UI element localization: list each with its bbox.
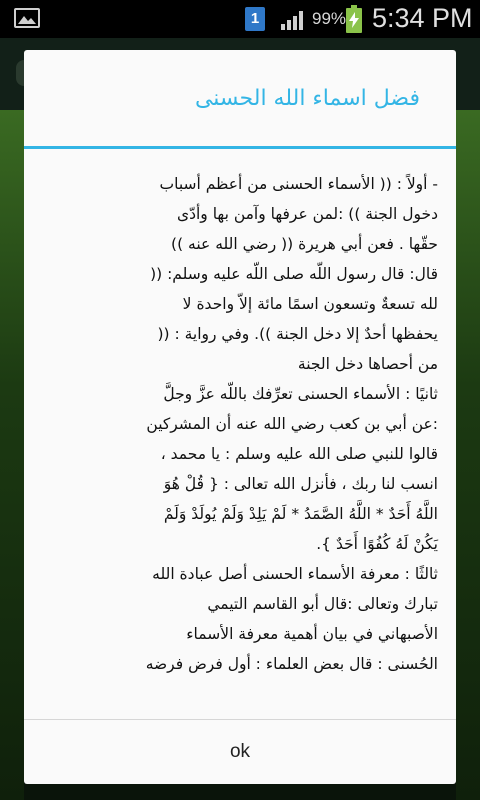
message-line: دخول الجنة )) :لمن عرفها وآمن بها وأدّى — [176, 205, 438, 223]
message-line: الحُسنى : قال بعض العلماء : أول فرض فرضه — [145, 655, 438, 673]
dialog-message-scroll[interactable] — [24, 149, 456, 719]
notification-badge-icon: 1 — [245, 7, 265, 31]
message-line: تبارك وتعالى :قال أبو القاسم التيمي — [207, 595, 438, 613]
background-image-edge-right — [456, 110, 480, 800]
message-line: يحفظها أحدٌ إلا دخل الجنة )). وفي رواية : (( — [157, 325, 438, 343]
message-line: الأصبهاني في بيان أهمية معرفة الأسماء — [186, 625, 438, 643]
message-line: لله تسعةٌ وتسعون اسمًا مائة إلاّ واحدة لا — [182, 295, 438, 313]
battery-charging-icon — [346, 5, 362, 33]
dialog-title: فضل اسماء الله الحسنى — [194, 86, 420, 111]
message-line: من أحصاها دخل الجنة — [297, 355, 438, 373]
status-bar — [0, 0, 480, 38]
alert-dialog — [24, 50, 456, 784]
clock: 5:34 PM — [372, 3, 473, 33]
message-line: قالوا للنبي صلى الله عليه وسلم : يا محمد ، — [160, 445, 438, 463]
gallery-icon — [14, 8, 40, 28]
message-line: حقّها . فعن أبي هريرة (( رضي الله عنه )) — [171, 235, 438, 253]
message-line: - أولاً : (( الأسماء الحسنى من أعظم أسباب — [159, 175, 438, 193]
ok-button[interactable]: ok — [24, 720, 456, 784]
message-line: ثانيًا : الأسماء الحسنى تعرِّفك باللّه عزَّ وجلَّ — [163, 385, 438, 403]
dialog-message — [36, 169, 438, 679]
battery-percent: 99% — [312, 9, 347, 28]
dialog-header — [24, 50, 456, 146]
message-line: يَكُنْ لَهُ كُفُوًا أَحَدٌ }. — [316, 535, 438, 553]
message-line: :عن أبي بن كعب رضي الله عنه أن المشركين — [146, 415, 438, 433]
signal-icon — [281, 8, 307, 34]
background-image-edge-left — [0, 110, 24, 800]
message-line: قال: قال رسول اللّه صلى اللّه عليه وسلم: (( — [150, 265, 438, 283]
message-line: انسب لنا ربك ، فأنزل الله تعالى : { قُلْ هُوَ — [163, 475, 438, 493]
message-line: ثالثًا : معرفة الأسماء الحسنى أصل عبادة الله — [152, 565, 438, 583]
scroll-fade — [24, 700, 456, 720]
message-line: اللَّهُ أَحَدٌ * اللَّهُ الصَّمَدُ * لَمْ يَلِدْ وَلَمْ يُولَدْ وَلَمْ — [163, 505, 438, 523]
